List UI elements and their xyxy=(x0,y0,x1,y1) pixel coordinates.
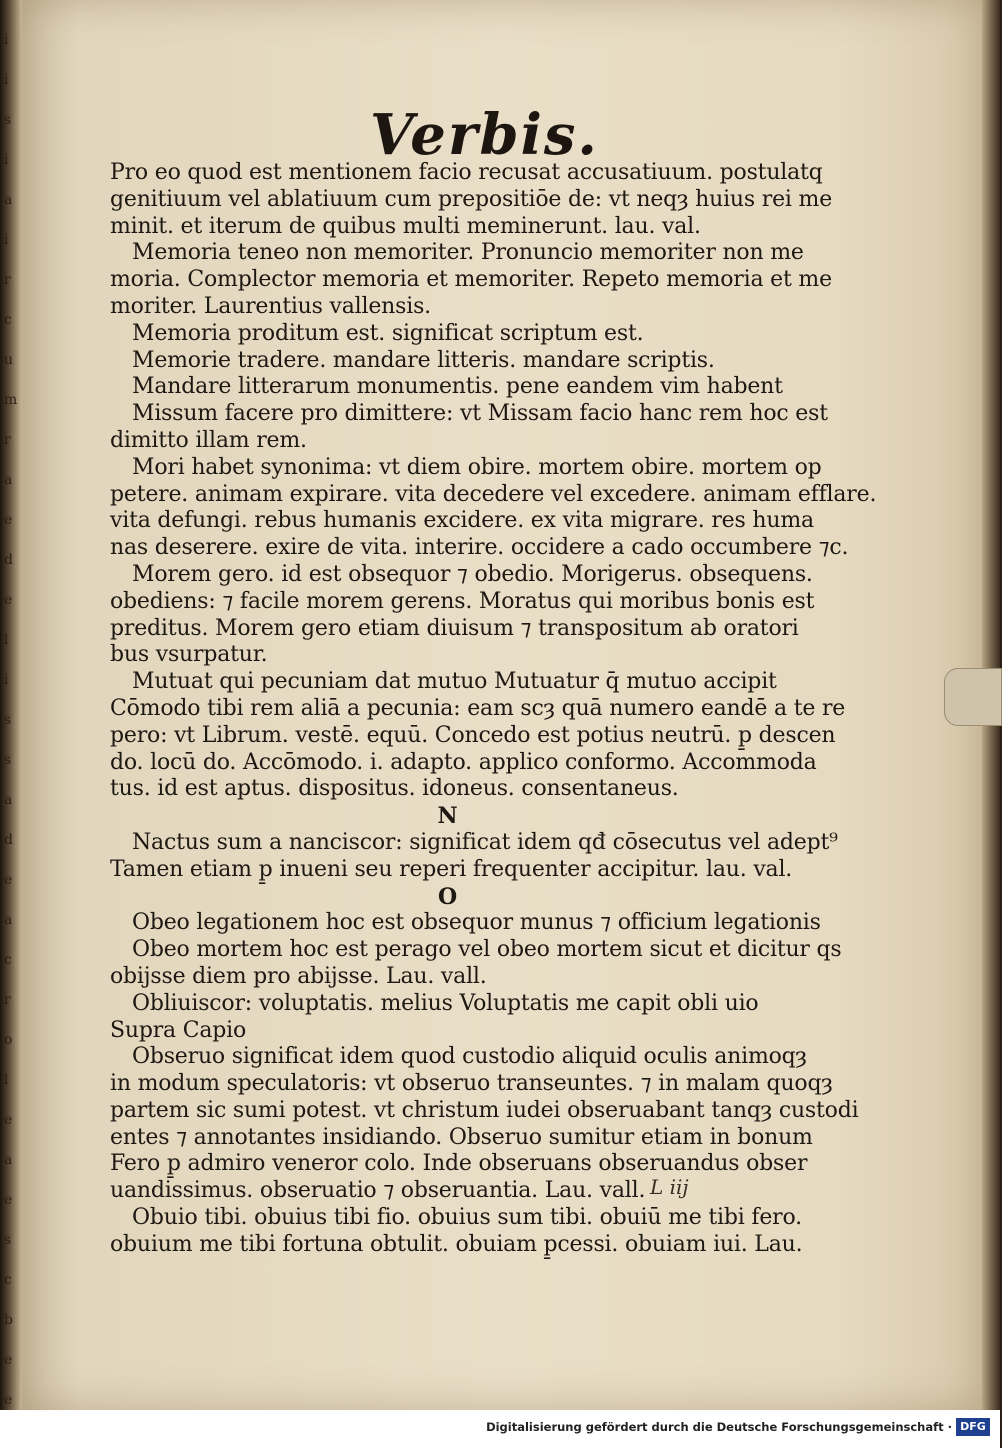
text-line: Fero p̱ admiro veneror colo. Inde obseruans obseruandus obser xyxy=(110,1151,808,1177)
margin-fragment: c xyxy=(4,1272,12,1288)
margin-fragment: a xyxy=(4,912,13,928)
margin-fragment: e xyxy=(4,1352,13,1368)
margin-fragment: i xyxy=(4,232,9,248)
margin-fragment: s xyxy=(4,112,12,128)
text-line: tus. id est aptus. dispositus. idoneus. consentaneus. xyxy=(110,776,679,802)
left-page-margin-text xyxy=(4,20,20,1408)
text-block xyxy=(110,160,877,1259)
text-line: Obseruo significat idem quod custodio aliquid oculis animoqȝ xyxy=(132,1044,807,1070)
margin-fragment: s xyxy=(4,712,12,728)
margin-fragment: e xyxy=(4,872,13,888)
section-letter: O xyxy=(438,883,457,910)
text-line: dimitto illam rem. xyxy=(110,427,307,453)
text-line: in modum speculatoris: vt obseruo transeuntes. ⁊ in malam quoqȝ xyxy=(110,1071,833,1097)
margin-fragment: a xyxy=(4,192,13,208)
margin-fragment: c xyxy=(4,312,12,328)
margin-fragment: c xyxy=(4,952,12,968)
text-line: minit. et iterum de quibus multi meminerunt. lau. val. xyxy=(110,213,701,239)
section-letter: N xyxy=(437,803,458,830)
text-line: obuium me tibi fortuna obtulit. obuiam p̱cessi. obuiam iui. Lau. xyxy=(110,1231,803,1257)
margin-fragment: i xyxy=(4,672,9,688)
dfg-logo[interactable]: DFG xyxy=(956,1418,990,1436)
text-line: uandissimus. obseruatio ⁊ obseruantia. Lau. vall. xyxy=(110,1178,646,1204)
page-heading: Verbis. xyxy=(370,102,599,168)
margin-fragment: l xyxy=(4,1072,9,1088)
text-line: Memorie tradere. mandare litteris. mandare scriptis. xyxy=(132,347,715,373)
text-line: Pro eo quod est mentionem facio recusat accusatiuum. postulatq xyxy=(110,160,823,185)
text-line: Memoria teneo non memoriter. Pronuncio memoriter non me xyxy=(132,240,804,266)
text-line: Mandare litterarum monumentis. pene eandem vim habent xyxy=(132,374,783,400)
text-line: Missum facere pro dimittere: vt Missam facio hanc rem hoc est xyxy=(132,401,828,427)
text-line: Obuio tibi. obuius tibi fio. obuius sum tibi. obuiū me tibi fero. xyxy=(132,1205,802,1231)
text-line: Obeo mortem hoc est perago vel obeo mortem sicut et dicitur qs xyxy=(132,937,842,963)
margin-fragment: a xyxy=(4,792,13,808)
text-line: nas deserere. exire de vita. interire. occidere a cado occumbere ⁊c. xyxy=(110,535,849,561)
text-line: bus vsurpatur. xyxy=(110,642,268,668)
text-line: entes ⁊ annotantes insidiando. Obseruo sumitur etiam in bonum xyxy=(110,1124,813,1150)
text-line: Mutuat qui pecuniam dat mutuo Mutuatur q̄ mutuo accipit xyxy=(132,669,777,695)
text-line: pero: vt Librum. vestē. equū. Concedo est potius neutrū. p̱ descen xyxy=(110,722,836,748)
text-line: moria. Complector memoria et memoriter. Repeto memoria et me xyxy=(110,267,832,293)
text-line: Mori habet synonima: vt diem obire. mortem obire. mortem op xyxy=(132,454,822,480)
text-line: Morem gero. id est obsequor ⁊ obedio. Morigerus. obsequens. xyxy=(132,561,813,587)
margin-fragment: d xyxy=(4,832,13,848)
signature-mark: L iij xyxy=(650,1175,689,1199)
footer-credit: Digitalisierung gefördert durch die Deutsche Forschungsgemeinschaft · xyxy=(486,1420,952,1434)
text-line: Supra Capio xyxy=(110,1017,247,1043)
footer-bar xyxy=(0,1410,1000,1448)
margin-fragment: a xyxy=(4,472,13,488)
margin-fragment: b xyxy=(4,1312,13,1328)
margin-fragment: e xyxy=(4,512,13,528)
margin-fragment: l xyxy=(4,632,9,648)
text-line: partem sic sumi potest. vt christum iudei obseruabant tanqȝ custodi xyxy=(110,1097,859,1123)
text-line: moriter. Laurentius vallensis. xyxy=(110,293,431,319)
text-line: preditus. Morem gero etiam diuisum ⁊ transpositum ab oratori xyxy=(110,615,799,641)
margin-fragment: d xyxy=(4,552,13,568)
margin-fragment: s xyxy=(4,752,12,768)
margin-fragment: i xyxy=(4,32,9,48)
margin-fragment: e xyxy=(4,592,13,608)
text-line: vita defungi. rebus humanis excidere. ex vita migrare. res huma xyxy=(110,508,814,534)
margin-fragment: s xyxy=(4,1232,12,1248)
margin-fragment: e xyxy=(4,1112,13,1128)
margin-fragment: u xyxy=(4,352,14,368)
page-tab xyxy=(944,668,1002,726)
text-line: do. locū do. Accōmodo. i. adapto. applico conformo. Accommoda xyxy=(110,749,817,775)
margin-fragment: r xyxy=(4,272,11,288)
text-line: obijsse diem pro abijsse. Lau. vall. xyxy=(110,963,487,989)
text-line: petere. animam expirare. vita decedere vel excedere. animam efflare. xyxy=(110,481,877,507)
text-line: Obliuiscor: voluptatis. melius Voluptatis me capit obli uio xyxy=(132,990,759,1016)
margin-fragment: e xyxy=(4,1392,13,1408)
margin-fragment: a xyxy=(4,1152,13,1168)
margin-fragment: r xyxy=(4,992,11,1008)
text-line: Cōmodo tibi rem aliā a pecunia: eam scȝ quā numero eandē a te re xyxy=(110,695,846,721)
text-line: Memoria proditum est. significat scriptum est. xyxy=(132,320,644,346)
text-line: obediens: ⁊ facile morem gerens. Moratus qui moribus bonis est xyxy=(110,588,815,614)
margin-fragment: i xyxy=(4,72,9,88)
margin-fragment: o xyxy=(4,1032,13,1048)
margin-fragment: r xyxy=(4,432,11,448)
text-line: genitiuum vel ablatiuum cum prepositiōe de: vt neqȝ huius rei me xyxy=(110,186,833,212)
text-line: Obeo legationem hoc est obsequor munus ⁊ officium legationis xyxy=(132,910,821,936)
margin-fragment: m xyxy=(4,392,18,408)
text-line: Tamen etiam p̱ inueni seu reperi frequenter accipitur. lau. val. xyxy=(110,856,793,882)
margin-fragment: i xyxy=(4,152,9,168)
text-line: Nactus sum a nanciscor: significat idem qđ cōsecutus vel adept⁹ xyxy=(132,829,838,855)
margin-fragment: e xyxy=(4,1192,13,1208)
